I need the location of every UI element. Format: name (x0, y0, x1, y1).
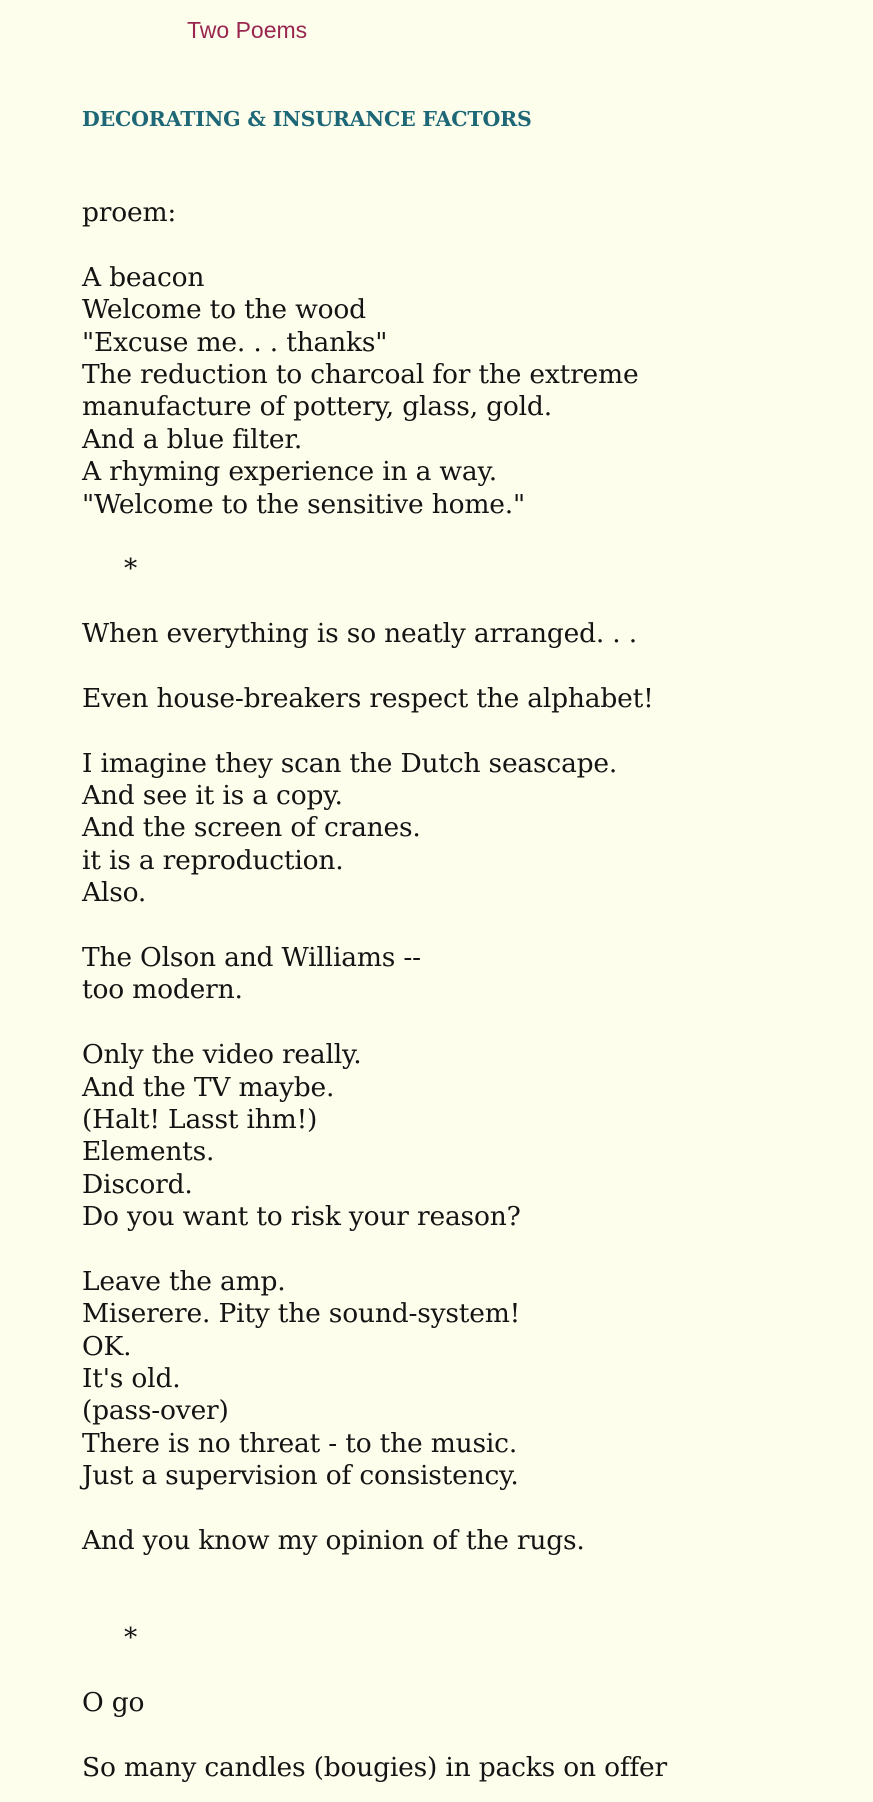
poem-line: And see it is a copy. (82, 780, 343, 812)
poem-blank-line (82, 910, 862, 942)
poem-line: The Olson and Williams -- (82, 941, 421, 973)
page-heading: DECORATING & INSURANCE FACTORS (82, 107, 532, 131)
poem-line: Also. (82, 877, 147, 909)
poem-line: (Halt! Lasst ihm!) (82, 1103, 318, 1135)
poem-blank-line (82, 1590, 862, 1622)
poem-line: Just a supervision of consistency. (82, 1460, 519, 1492)
poem-line: A beacon (82, 261, 205, 293)
poem-line: Welcome to the wood (82, 294, 366, 326)
poem-line: Discord. (82, 1168, 193, 1200)
poem-blank-line (82, 650, 862, 682)
poem-line: (pass-over) (82, 1395, 229, 1427)
poem-blank-line (82, 229, 862, 261)
poem-line: And the TV maybe. (82, 1071, 335, 1103)
poem-line: it is a reproduction. (82, 844, 344, 876)
poem-line: A rhyming experience in a way. (82, 456, 497, 488)
poem-blank-line (82, 1007, 862, 1039)
poem-blank-line (82, 1719, 862, 1751)
two-poems-link[interactable]: Two Poems (187, 17, 308, 43)
poem-line: The reduction to charcoal for the extreme (82, 358, 639, 390)
poem-line: Only the video really. (82, 1039, 362, 1071)
poem-text (82, 197, 862, 1784)
poem-line: Do you want to risk your reason? (82, 1201, 521, 1233)
poem-line: proem: (82, 197, 177, 228)
section-divider: * (124, 1622, 138, 1654)
poem-line: It's old. (82, 1363, 181, 1395)
poem-line: And a blue filter. (82, 423, 303, 455)
poem-line: OK. (82, 1330, 132, 1362)
poem-blank-line (82, 1557, 862, 1589)
poem-line: Leave the amp. (82, 1265, 286, 1297)
poem-blank-line (82, 1234, 862, 1266)
poem-line: Even house-breakers respect the alphabet! (82, 682, 654, 714)
poem-line: "Welcome to the sensitive home." (82, 488, 525, 520)
poem-line: There is no threat - to the music. (82, 1427, 518, 1459)
poem-line: So many candles (bougies) in packs on offer (82, 1751, 667, 1783)
poem-line: When everything is so neatly arranged. . . (82, 618, 637, 650)
poem-blank-line (82, 715, 862, 747)
poem-blank-line (82, 586, 862, 618)
poem-line: Elements. (82, 1136, 215, 1168)
poem-line: And the screen of cranes. (82, 812, 421, 844)
poem-blank-line (82, 1493, 862, 1525)
poem-blank-line (82, 1655, 862, 1687)
poem-line: Miserere. Pity the sound-system! (82, 1298, 521, 1330)
poem-line: "Excuse me. . . thanks" (82, 326, 388, 358)
poem-line: O go (82, 1686, 145, 1718)
poem-line: I imagine they scan the Dutch seascape. (82, 747, 618, 779)
poem-line: And you know my opinion of the rugs. (82, 1525, 585, 1557)
poem-line: too modern. (82, 974, 243, 1006)
poem-blank-line (82, 521, 862, 553)
poem-line: manufacture of pottery, glass, gold. (82, 391, 552, 423)
section-divider: * (124, 553, 138, 585)
